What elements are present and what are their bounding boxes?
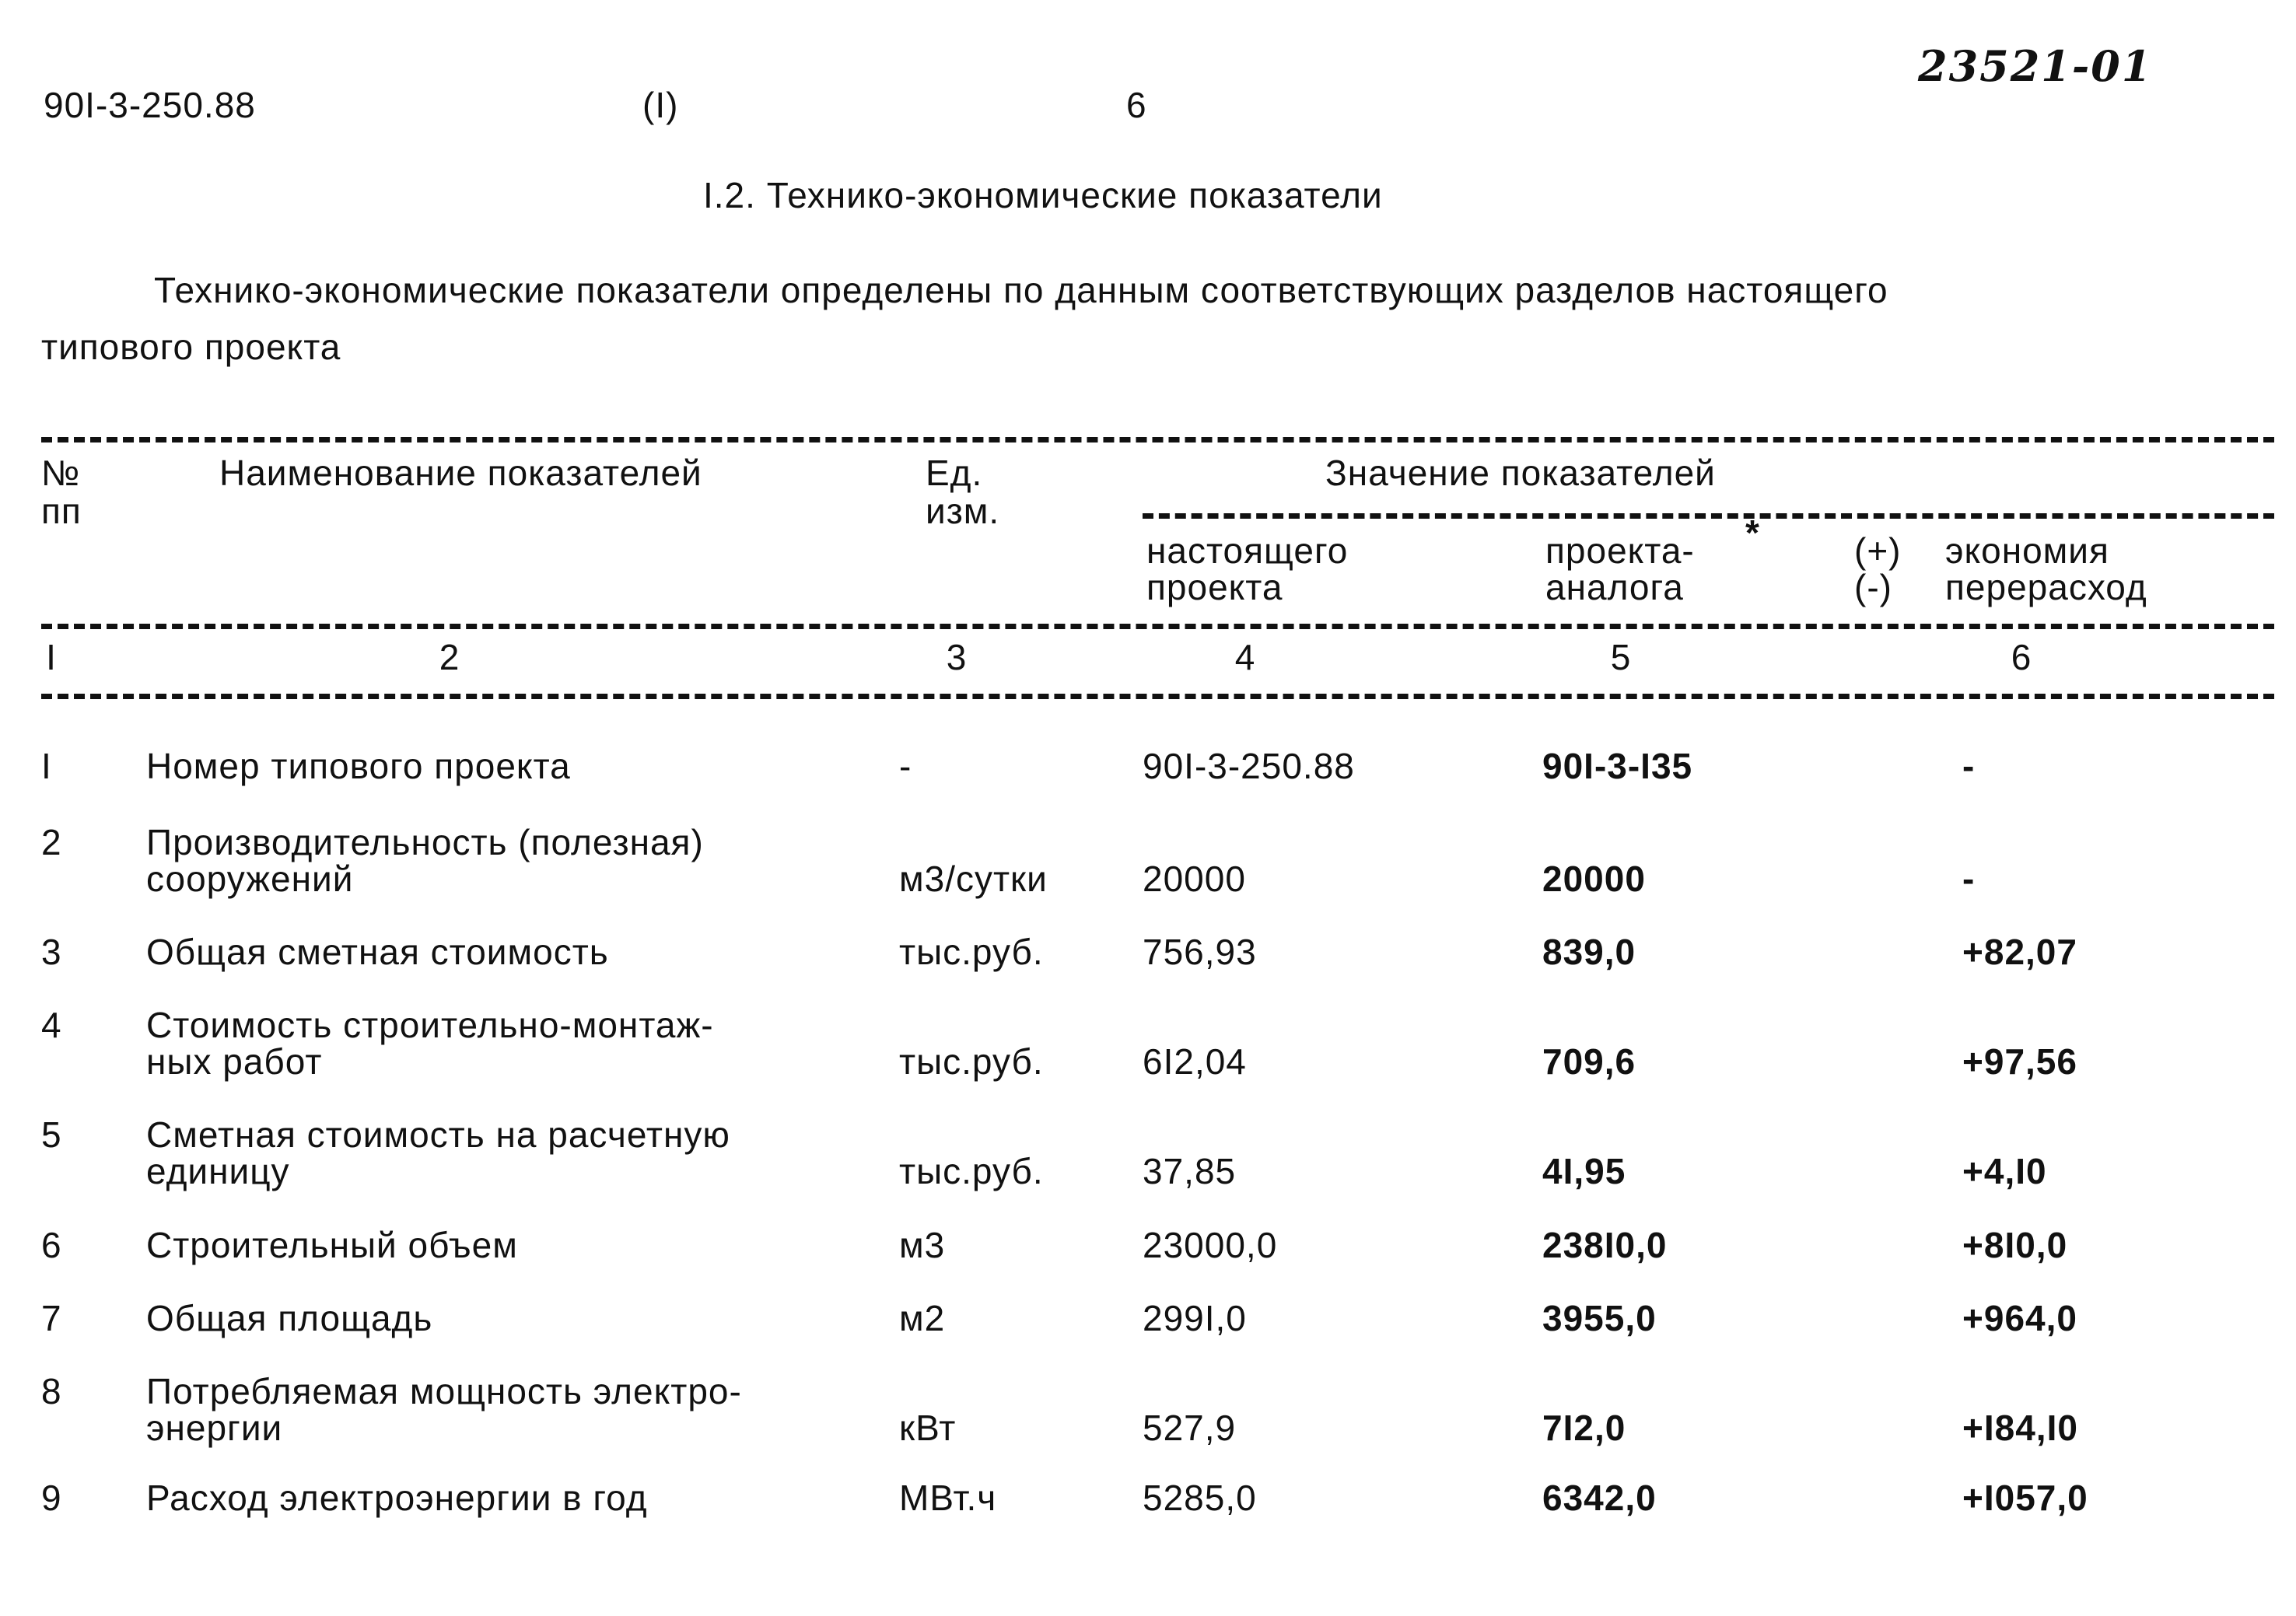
analog-value: 6342,0 [1542, 1478, 1657, 1518]
header-analog: проекта- [1545, 530, 1695, 571]
difference-value: +8I0,0 [1962, 1225, 2068, 1265]
row-number: I [41, 746, 52, 786]
analog-value: 839,0 [1542, 932, 1636, 972]
row-number: 9 [41, 1478, 62, 1518]
page-number: 6 [1126, 85, 1147, 125]
unit: кВт [899, 1408, 957, 1448]
unit: тыс.руб. [899, 1151, 1044, 1191]
header-num: пп [41, 491, 82, 531]
header-name: Наименование показателей [219, 453, 702, 493]
difference-value: +964,0 [1962, 1298, 2077, 1338]
row-number: 8 [41, 1371, 62, 1411]
difference-value: +I84,I0 [1962, 1408, 2078, 1448]
current-value: 90I-3-250.88 [1143, 746, 1355, 786]
indicator-name: Сметная стоимость на расчетную [146, 1114, 730, 1155]
header-unit: изм. [926, 491, 1000, 531]
handwritten-number: 23521-01 [1918, 41, 2153, 91]
current-value: 299I,0 [1143, 1298, 1247, 1338]
analog-value: 7I2,0 [1542, 1408, 1626, 1448]
current-value: 6I2,04 [1143, 1041, 1247, 1082]
row-number: 2 [41, 822, 62, 862]
header-sign: (+) [1854, 530, 1902, 571]
divider [41, 694, 2274, 699]
divider [41, 624, 2274, 629]
row-number: 3 [41, 932, 62, 972]
difference-value: +82,07 [1962, 932, 2077, 972]
difference-value: +I057,0 [1962, 1478, 2088, 1518]
footnote-asterisk: * [1745, 512, 1760, 553]
divider [41, 437, 2274, 442]
row-number: 7 [41, 1298, 62, 1338]
current-value: 37,85 [1143, 1151, 1237, 1191]
row-number: 5 [41, 1114, 62, 1155]
indicator-name: Общая сметная стоимость [146, 932, 609, 972]
column-number: 5 [1610, 637, 1632, 677]
analog-value: 709,6 [1542, 1041, 1636, 1082]
current-value: 23000,0 [1143, 1225, 1278, 1265]
header-sign: (-) [1854, 567, 1892, 607]
divider [1143, 513, 2274, 519]
current-value: 527,9 [1143, 1408, 1237, 1448]
analog-value: 238I0,0 [1542, 1225, 1668, 1265]
analog-value: 4I,95 [1542, 1151, 1626, 1191]
analog-value: 3955,0 [1542, 1298, 1657, 1338]
unit: тыс.руб. [899, 1041, 1044, 1082]
unit: тыс.руб. [899, 932, 1044, 972]
row-number: 6 [41, 1225, 62, 1265]
row-number: 4 [41, 1005, 62, 1045]
document-part: (I) [642, 85, 679, 125]
unit: м3/сутки [899, 859, 1048, 899]
indicator-name: Общая площадь [146, 1298, 433, 1338]
unit: м3 [899, 1225, 946, 1265]
header-values-group: Значение показателей [1325, 453, 1716, 493]
indicator-name: ных работ [146, 1041, 323, 1082]
difference-value: +4,I0 [1962, 1151, 2047, 1191]
column-number: 2 [439, 637, 460, 677]
difference-value: - [1962, 859, 1976, 899]
indicator-name: Строительный объем [146, 1225, 518, 1265]
header-unit: Ед. [926, 453, 983, 493]
header-economy: экономия [1945, 530, 2109, 571]
header-current: проекта [1146, 567, 1283, 607]
unit: - [899, 746, 912, 786]
document-code: 90I-3-250.88 [44, 85, 256, 125]
intro-line-2: типового проекта [41, 327, 341, 367]
indicator-name: Потребляемая мощность электро- [146, 1371, 742, 1411]
current-value: 20000 [1143, 859, 1246, 899]
header-current: настоящего [1146, 530, 1349, 571]
column-number: 4 [1234, 637, 1256, 677]
section-title: I.2. Технико-экономические показатели [703, 175, 1383, 215]
indicator-name: Номер типового проекта [146, 746, 571, 786]
indicator-name: Расход электроэнергии в год [146, 1478, 648, 1518]
column-number: 3 [946, 637, 968, 677]
indicator-name: энергии [146, 1408, 283, 1448]
header-overrun: перерасход [1945, 567, 2147, 607]
indicator-name: сооружений [146, 859, 354, 899]
indicator-name: Производительность (полезная) [146, 822, 704, 862]
indicator-name: единицу [146, 1151, 290, 1191]
column-number: I [46, 637, 57, 677]
header-analog: аналога [1545, 567, 1684, 607]
current-value: 5285,0 [1143, 1478, 1257, 1518]
indicator-name: Стоимость строительно-монтаж- [146, 1005, 714, 1045]
difference-value: +97,56 [1962, 1041, 2077, 1082]
intro-line-1: Технико-экономические показатели определены по данным соответствующих разделов настоящего [154, 270, 1888, 310]
analog-value: 20000 [1542, 859, 1646, 899]
column-number: 6 [2011, 637, 2032, 677]
unit: МВт.ч [899, 1478, 997, 1518]
difference-value: - [1962, 746, 1976, 786]
header-num: № [41, 453, 81, 493]
analog-value: 90I-3-I35 [1542, 746, 1693, 786]
current-value: 756,93 [1143, 932, 1257, 972]
unit: м2 [899, 1298, 946, 1338]
